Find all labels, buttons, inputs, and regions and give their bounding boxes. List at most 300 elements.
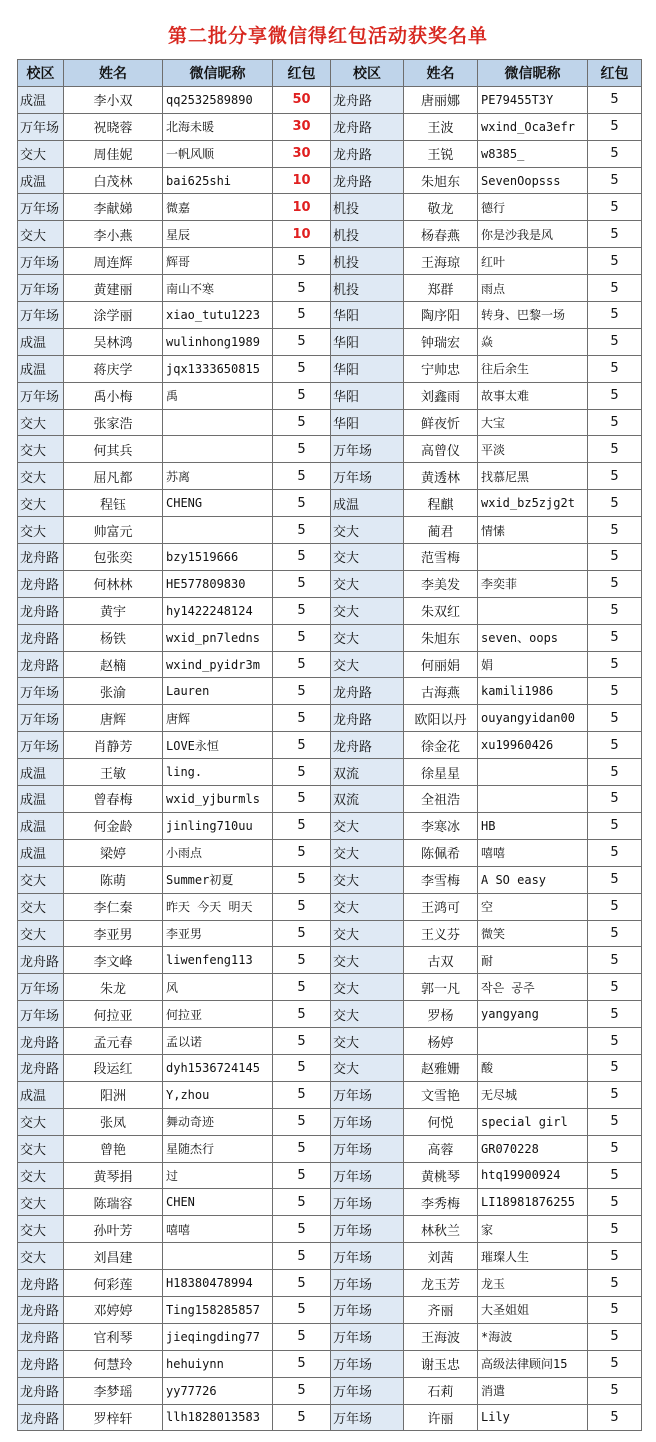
red-packet-cell: 5 xyxy=(273,1054,331,1081)
name-cell: 何拉亚 xyxy=(64,1001,163,1028)
campus-cell: 万年场 xyxy=(331,436,404,463)
red-packet-cell: 10 xyxy=(273,221,331,248)
name-cell: 周连辉 xyxy=(64,248,163,275)
campus-cell: 龙舟路 xyxy=(331,113,404,140)
wechat-nickname-cell: 辉哥 xyxy=(163,248,273,275)
wechat-nickname-cell: CHEN xyxy=(163,1189,273,1216)
name-cell: 王鸿可 xyxy=(404,893,478,920)
name-cell: 李雪梅 xyxy=(404,866,478,893)
wechat-nickname-cell: HE577809830 xyxy=(163,570,273,597)
campus-cell: 交大 xyxy=(18,463,64,490)
name-cell: 何悦 xyxy=(404,1108,478,1135)
wechat-nickname-cell: 酸 xyxy=(478,1054,588,1081)
campus-cell: 成温 xyxy=(18,86,64,113)
red-packet-cell: 5 xyxy=(588,1081,642,1108)
wechat-nickname-cell: 李亚男 xyxy=(163,920,273,947)
wechat-nickname-cell: 风 xyxy=(163,974,273,1001)
wechat-nickname-cell: hehuiynn xyxy=(163,1350,273,1377)
name-cell: 孟元春 xyxy=(64,1028,163,1055)
name-cell: 郭一凡 xyxy=(404,974,478,1001)
wechat-nickname-cell: 德行 xyxy=(478,194,588,221)
red-packet-cell: 5 xyxy=(273,920,331,947)
campus-cell: 龙舟路 xyxy=(18,1270,64,1297)
wechat-nickname-cell: Ting158285857 xyxy=(163,1296,273,1323)
name-cell: 陈萌 xyxy=(64,866,163,893)
header-wechat-nickname: 微信昵称 xyxy=(478,60,588,87)
wechat-nickname-cell: SevenOopsss xyxy=(478,167,588,194)
red-packet-cell: 5 xyxy=(273,1323,331,1350)
wechat-nickname-cell: 南山不寒 xyxy=(163,275,273,302)
campus-cell: 华阳 xyxy=(331,355,404,382)
campus-cell: 万年场 xyxy=(18,732,64,759)
wechat-nickname-cell: 苏离 xyxy=(163,463,273,490)
red-packet-cell: 5 xyxy=(273,597,331,624)
name-cell: 邓婷婷 xyxy=(64,1296,163,1323)
red-packet-cell: 5 xyxy=(273,382,331,409)
red-packet-cell: 5 xyxy=(273,866,331,893)
name-cell: 王敏 xyxy=(64,759,163,786)
red-packet-cell: 5 xyxy=(273,248,331,275)
wechat-nickname-cell: 唐辉 xyxy=(163,705,273,732)
name-cell: 黄宇 xyxy=(64,597,163,624)
name-cell: 祝晓蓉 xyxy=(64,113,163,140)
red-packet-cell: 30 xyxy=(273,113,331,140)
campus-cell: 龙舟路 xyxy=(331,140,404,167)
campus-cell: 交大 xyxy=(18,893,64,920)
red-packet-cell: 5 xyxy=(273,1081,331,1108)
name-cell: 孙叶芳 xyxy=(64,1216,163,1243)
wechat-nickname-cell: wxid_pn7ledns xyxy=(163,624,273,651)
wechat-nickname-cell: htq19900924 xyxy=(478,1162,588,1189)
name-cell: 李仁秦 xyxy=(64,893,163,920)
table-row xyxy=(18,490,642,517)
name-cell: 朱旭东 xyxy=(404,167,478,194)
campus-cell: 交大 xyxy=(331,893,404,920)
wechat-nickname-cell: A SO easy xyxy=(478,866,588,893)
red-packet-cell: 5 xyxy=(588,570,642,597)
table-row xyxy=(18,1350,642,1377)
name-cell: 段运红 xyxy=(64,1054,163,1081)
name-cell: 朱龙 xyxy=(64,974,163,1001)
name-cell: 帅富元 xyxy=(64,517,163,544)
wechat-nickname-cell: Y,zhou xyxy=(163,1081,273,1108)
red-packet-cell: 5 xyxy=(588,382,642,409)
wechat-nickname-cell: Lily xyxy=(478,1404,588,1431)
campus-cell: 万年场 xyxy=(18,248,64,275)
table-row xyxy=(18,839,642,866)
wechat-nickname-cell: 你是沙我是风 xyxy=(478,221,588,248)
red-packet-cell: 5 xyxy=(273,1189,331,1216)
name-cell: 黄建丽 xyxy=(64,275,163,302)
wechat-nickname-cell: 家 xyxy=(478,1216,588,1243)
red-packet-cell: 5 xyxy=(588,651,642,678)
wechat-nickname-cell: wxid_bz5zjg2t xyxy=(478,490,588,517)
red-packet-cell: 5 xyxy=(273,409,331,436)
red-packet-cell: 5 xyxy=(588,1028,642,1055)
campus-cell: 成温 xyxy=(331,490,404,517)
red-packet-cell: 5 xyxy=(273,624,331,651)
red-packet-cell: 5 xyxy=(588,812,642,839)
red-packet-cell: 10 xyxy=(273,167,331,194)
red-packet-cell: 5 xyxy=(273,1108,331,1135)
wechat-nickname-cell: qq2532589890 xyxy=(163,86,273,113)
name-cell: 屈凡都 xyxy=(64,463,163,490)
red-packet-cell: 5 xyxy=(588,678,642,705)
wechat-nickname-cell: 嘻嘻 xyxy=(163,1216,273,1243)
red-packet-cell: 5 xyxy=(273,517,331,544)
red-packet-cell: 5 xyxy=(588,544,642,571)
wechat-nickname-cell: jqx1333650815 xyxy=(163,355,273,382)
name-cell: 赵雅姗 xyxy=(404,1054,478,1081)
wechat-nickname-cell: jieqingding77 xyxy=(163,1323,273,1350)
name-cell: 何丽娟 xyxy=(404,651,478,678)
name-cell: 徐星星 xyxy=(404,759,478,786)
campus-cell: 交大 xyxy=(331,974,404,1001)
name-cell: 涂学丽 xyxy=(64,302,163,329)
wechat-nickname-cell: CHENG xyxy=(163,490,273,517)
name-cell: 王义芬 xyxy=(404,920,478,947)
campus-cell: 成温 xyxy=(18,328,64,355)
name-cell: 罗梓轩 xyxy=(64,1404,163,1431)
campus-cell: 交大 xyxy=(331,1028,404,1055)
campus-cell: 华阳 xyxy=(331,409,404,436)
wechat-nickname-cell: 情愫 xyxy=(478,517,588,544)
wechat-nickname-cell xyxy=(478,1028,588,1055)
name-cell: 蔺君 xyxy=(404,517,478,544)
campus-cell: 交大 xyxy=(331,812,404,839)
table-row xyxy=(18,759,642,786)
wechat-nickname-cell: 过 xyxy=(163,1162,273,1189)
campus-cell: 交大 xyxy=(331,920,404,947)
campus-cell: 万年场 xyxy=(331,1323,404,1350)
campus-cell: 龙舟路 xyxy=(331,705,404,732)
campus-cell: 交大 xyxy=(18,517,64,544)
name-cell: 官利琴 xyxy=(64,1323,163,1350)
red-packet-cell: 5 xyxy=(588,947,642,974)
campus-cell: 万年场 xyxy=(331,1350,404,1377)
campus-cell: 万年场 xyxy=(331,1377,404,1404)
campus-cell: 龙舟路 xyxy=(18,1377,64,1404)
name-cell: 杨婷 xyxy=(404,1028,478,1055)
wechat-nickname-cell: 焱 xyxy=(478,328,588,355)
wechat-nickname-cell: 红叶 xyxy=(478,248,588,275)
wechat-nickname-cell: wxid_yjburmls xyxy=(163,786,273,813)
campus-cell: 双流 xyxy=(331,786,404,813)
name-cell: 何其兵 xyxy=(64,436,163,463)
name-cell: 刘昌建 xyxy=(64,1243,163,1270)
campus-cell: 万年场 xyxy=(18,1001,64,1028)
campus-cell: 交大 xyxy=(331,866,404,893)
red-packet-cell: 5 xyxy=(588,113,642,140)
campus-cell: 万年场 xyxy=(331,1081,404,1108)
red-packet-cell: 5 xyxy=(588,786,642,813)
red-packet-cell: 5 xyxy=(588,517,642,544)
name-cell: 黄琴捐 xyxy=(64,1162,163,1189)
table-row xyxy=(18,355,642,382)
campus-cell: 万年场 xyxy=(331,1108,404,1135)
red-packet-cell: 5 xyxy=(588,759,642,786)
wechat-nickname-cell xyxy=(478,759,588,786)
campus-cell: 交大 xyxy=(331,651,404,678)
wechat-nickname-cell: 找慕尼黑 xyxy=(478,463,588,490)
name-cell: 陈瑞容 xyxy=(64,1189,163,1216)
name-cell: 高蓉 xyxy=(404,1135,478,1162)
name-cell: 石莉 xyxy=(404,1377,478,1404)
campus-cell: 万年场 xyxy=(18,275,64,302)
name-cell: 许丽 xyxy=(404,1404,478,1431)
header-wechat-nickname: 微信昵称 xyxy=(163,60,273,87)
name-cell: 梁婷 xyxy=(64,839,163,866)
campus-cell: 龙舟路 xyxy=(18,1404,64,1431)
wechat-nickname-cell: 娟 xyxy=(478,651,588,678)
header-red-packet: 红包 xyxy=(588,60,642,87)
campus-cell: 万年场 xyxy=(18,678,64,705)
red-packet-cell: 5 xyxy=(273,1404,331,1431)
name-cell: 范雪梅 xyxy=(404,544,478,571)
name-cell: 李梦瑶 xyxy=(64,1377,163,1404)
campus-cell: 龙舟路 xyxy=(18,624,64,651)
name-cell: 高曾仪 xyxy=(404,436,478,463)
wechat-nickname-cell: 大圣姐姐 xyxy=(478,1296,588,1323)
campus-cell: 交大 xyxy=(18,866,64,893)
table-row xyxy=(18,1135,642,1162)
red-packet-cell: 5 xyxy=(588,436,642,463)
header-campus: 校区 xyxy=(18,60,64,87)
name-cell: 李小燕 xyxy=(64,221,163,248)
wechat-nickname-cell: special girl xyxy=(478,1108,588,1135)
campus-cell: 交大 xyxy=(18,221,64,248)
red-packet-cell: 5 xyxy=(273,1216,331,1243)
name-cell: 王海波 xyxy=(404,1323,478,1350)
name-cell: 陶序阳 xyxy=(404,302,478,329)
campus-cell: 华阳 xyxy=(331,328,404,355)
table-row xyxy=(18,651,642,678)
red-packet-cell: 5 xyxy=(588,1216,642,1243)
wechat-nickname-cell: 微嘉 xyxy=(163,194,273,221)
name-cell: 肖静芳 xyxy=(64,732,163,759)
wechat-nickname-cell: LOVE永恒 xyxy=(163,732,273,759)
campus-cell: 龙舟路 xyxy=(18,570,64,597)
campus-cell: 龙舟路 xyxy=(18,1323,64,1350)
red-packet-cell: 5 xyxy=(588,1189,642,1216)
name-cell: 杨春燕 xyxy=(404,221,478,248)
table-row xyxy=(18,974,642,1001)
name-cell: 张渝 xyxy=(64,678,163,705)
table-row xyxy=(18,1054,642,1081)
table-row xyxy=(18,275,642,302)
table-row xyxy=(18,732,642,759)
wechat-nickname-cell: 空 xyxy=(478,893,588,920)
name-cell: 程麒 xyxy=(404,490,478,517)
campus-cell: 交大 xyxy=(331,1001,404,1028)
name-cell: 白茂林 xyxy=(64,167,163,194)
red-packet-cell: 5 xyxy=(273,1377,331,1404)
name-cell: 张家浩 xyxy=(64,409,163,436)
table-body xyxy=(18,86,642,1431)
red-packet-cell: 50 xyxy=(273,86,331,113)
red-packet-cell: 5 xyxy=(588,302,642,329)
campus-cell: 龙舟路 xyxy=(331,678,404,705)
campus-cell: 万年场 xyxy=(18,113,64,140)
wechat-nickname-cell xyxy=(478,544,588,571)
name-cell: 王锐 xyxy=(404,140,478,167)
campus-cell: 龙舟路 xyxy=(18,1028,64,1055)
name-cell: 朱双红 xyxy=(404,597,478,624)
wechat-nickname-cell: 一帆风顺 xyxy=(163,140,273,167)
table-row xyxy=(18,866,642,893)
table-row xyxy=(18,140,642,167)
wechat-nickname-cell xyxy=(163,409,273,436)
wechat-nickname-cell: 无尽城 xyxy=(478,1081,588,1108)
wechat-nickname-cell: 星辰 xyxy=(163,221,273,248)
header-name: 姓名 xyxy=(64,60,163,87)
red-packet-cell: 5 xyxy=(588,866,642,893)
wechat-nickname-cell: kamili1986 xyxy=(478,678,588,705)
campus-cell: 龙舟路 xyxy=(331,732,404,759)
red-packet-cell: 5 xyxy=(273,436,331,463)
wechat-nickname-cell: 雨点 xyxy=(478,275,588,302)
campus-cell: 万年场 xyxy=(331,1216,404,1243)
table-row xyxy=(18,1081,642,1108)
campus-cell: 机投 xyxy=(331,221,404,248)
campus-cell: 万年场 xyxy=(18,705,64,732)
campus-cell: 交大 xyxy=(331,517,404,544)
name-cell: 王海琼 xyxy=(404,248,478,275)
campus-cell: 龙舟路 xyxy=(18,1350,64,1377)
wechat-nickname-cell: 舞动奇迹 xyxy=(163,1108,273,1135)
red-packet-cell: 5 xyxy=(588,1243,642,1270)
name-cell: 李秀梅 xyxy=(404,1189,478,1216)
wechat-nickname-cell: 何拉亚 xyxy=(163,1001,273,1028)
red-packet-cell: 5 xyxy=(588,248,642,275)
wechat-nickname-cell: 星随杰行 xyxy=(163,1135,273,1162)
table-row xyxy=(18,1296,642,1323)
header-row xyxy=(18,60,642,87)
wechat-nickname-cell: 往后余生 xyxy=(478,355,588,382)
red-packet-cell: 5 xyxy=(588,194,642,221)
wechat-nickname-cell: llh1828013583 xyxy=(163,1404,273,1431)
wechat-nickname-cell: hy1422248124 xyxy=(163,597,273,624)
campus-cell: 交大 xyxy=(331,947,404,974)
red-packet-cell: 5 xyxy=(273,1350,331,1377)
table-row xyxy=(18,1404,642,1431)
campus-cell: 万年场 xyxy=(331,1162,404,1189)
wechat-nickname-cell: 龙玉 xyxy=(478,1270,588,1297)
red-packet-cell: 5 xyxy=(273,759,331,786)
campus-cell: 交大 xyxy=(18,1243,64,1270)
name-cell: 赵楠 xyxy=(64,651,163,678)
red-packet-cell: 5 xyxy=(588,1108,642,1135)
campus-cell: 交大 xyxy=(331,570,404,597)
campus-cell: 龙舟路 xyxy=(331,167,404,194)
red-packet-cell: 5 xyxy=(588,86,642,113)
name-cell: 龙玉芳 xyxy=(404,1270,478,1297)
red-packet-cell: 5 xyxy=(588,1270,642,1297)
wechat-nickname-cell xyxy=(163,517,273,544)
wechat-nickname-cell: bzy1519666 xyxy=(163,544,273,571)
name-cell: 杨铁 xyxy=(64,624,163,651)
red-packet-cell: 5 xyxy=(588,1054,642,1081)
table-row xyxy=(18,1243,642,1270)
header-red-packet: 红包 xyxy=(273,60,331,87)
wechat-nickname-cell: 嘻嘻 xyxy=(478,839,588,866)
table-row xyxy=(18,1189,642,1216)
red-packet-cell: 30 xyxy=(273,140,331,167)
table-row xyxy=(18,597,642,624)
red-packet-cell: 5 xyxy=(588,1135,642,1162)
campus-cell: 万年场 xyxy=(18,194,64,221)
wechat-nickname-cell: 故事太难 xyxy=(478,382,588,409)
red-packet-cell: 5 xyxy=(273,302,331,329)
table-row xyxy=(18,382,642,409)
campus-cell: 万年场 xyxy=(331,1296,404,1323)
wechat-nickname-cell: yangyang xyxy=(478,1001,588,1028)
name-cell: 禹小梅 xyxy=(64,382,163,409)
wechat-nickname-cell xyxy=(478,597,588,624)
red-packet-cell: 5 xyxy=(273,328,331,355)
wechat-nickname-cell: 北海未暖 xyxy=(163,113,273,140)
name-cell: 唐丽娜 xyxy=(404,86,478,113)
wechat-nickname-cell: 작은 공주 xyxy=(478,974,588,1001)
campus-cell: 万年场 xyxy=(331,1189,404,1216)
table-row xyxy=(18,194,642,221)
campus-cell: 交大 xyxy=(18,1216,64,1243)
red-packet-cell: 5 xyxy=(273,1162,331,1189)
campus-cell: 交大 xyxy=(18,1189,64,1216)
campus-cell: 双流 xyxy=(331,759,404,786)
name-cell: 李亚男 xyxy=(64,920,163,947)
red-packet-cell: 5 xyxy=(588,275,642,302)
name-cell: 周佳妮 xyxy=(64,140,163,167)
wechat-nickname-cell: dyh1536724145 xyxy=(163,1054,273,1081)
red-packet-cell: 5 xyxy=(273,570,331,597)
wechat-nickname-cell: 孟以诺 xyxy=(163,1028,273,1055)
name-cell: 罗杨 xyxy=(404,1001,478,1028)
campus-cell: 万年场 xyxy=(331,1243,404,1270)
header-campus: 校区 xyxy=(331,60,404,87)
name-cell: 朱旭东 xyxy=(404,624,478,651)
table-row xyxy=(18,1323,642,1350)
wechat-nickname-cell: 转身、巴黎一场 xyxy=(478,302,588,329)
name-cell: 蒋庆学 xyxy=(64,355,163,382)
table-row xyxy=(18,221,642,248)
red-packet-cell: 5 xyxy=(588,597,642,624)
campus-cell: 交大 xyxy=(18,920,64,947)
red-packet-cell: 5 xyxy=(273,947,331,974)
red-packet-cell: 5 xyxy=(273,705,331,732)
red-packet-cell: 5 xyxy=(273,893,331,920)
campus-cell: 成温 xyxy=(18,839,64,866)
campus-cell: 万年场 xyxy=(331,1270,404,1297)
red-packet-cell: 5 xyxy=(588,920,642,947)
red-packet-cell: 5 xyxy=(588,1296,642,1323)
name-cell: 全祖浩 xyxy=(404,786,478,813)
wechat-nickname-cell: bai625shi xyxy=(163,167,273,194)
campus-cell: 交大 xyxy=(331,544,404,571)
campus-cell: 万年场 xyxy=(331,1135,404,1162)
campus-cell: 交大 xyxy=(18,490,64,517)
campus-cell: 交大 xyxy=(18,409,64,436)
wechat-nickname-cell: wxind_Oca3efr xyxy=(478,113,588,140)
table-row xyxy=(18,544,642,571)
name-cell: 何彩莲 xyxy=(64,1270,163,1297)
name-cell: 李文峰 xyxy=(64,947,163,974)
name-cell: 包张奕 xyxy=(64,544,163,571)
wechat-nickname-cell: 高级法律顾问15 xyxy=(478,1350,588,1377)
name-cell: 钟瑞宏 xyxy=(404,328,478,355)
red-packet-cell: 5 xyxy=(273,1001,331,1028)
name-cell: 阳洲 xyxy=(64,1081,163,1108)
